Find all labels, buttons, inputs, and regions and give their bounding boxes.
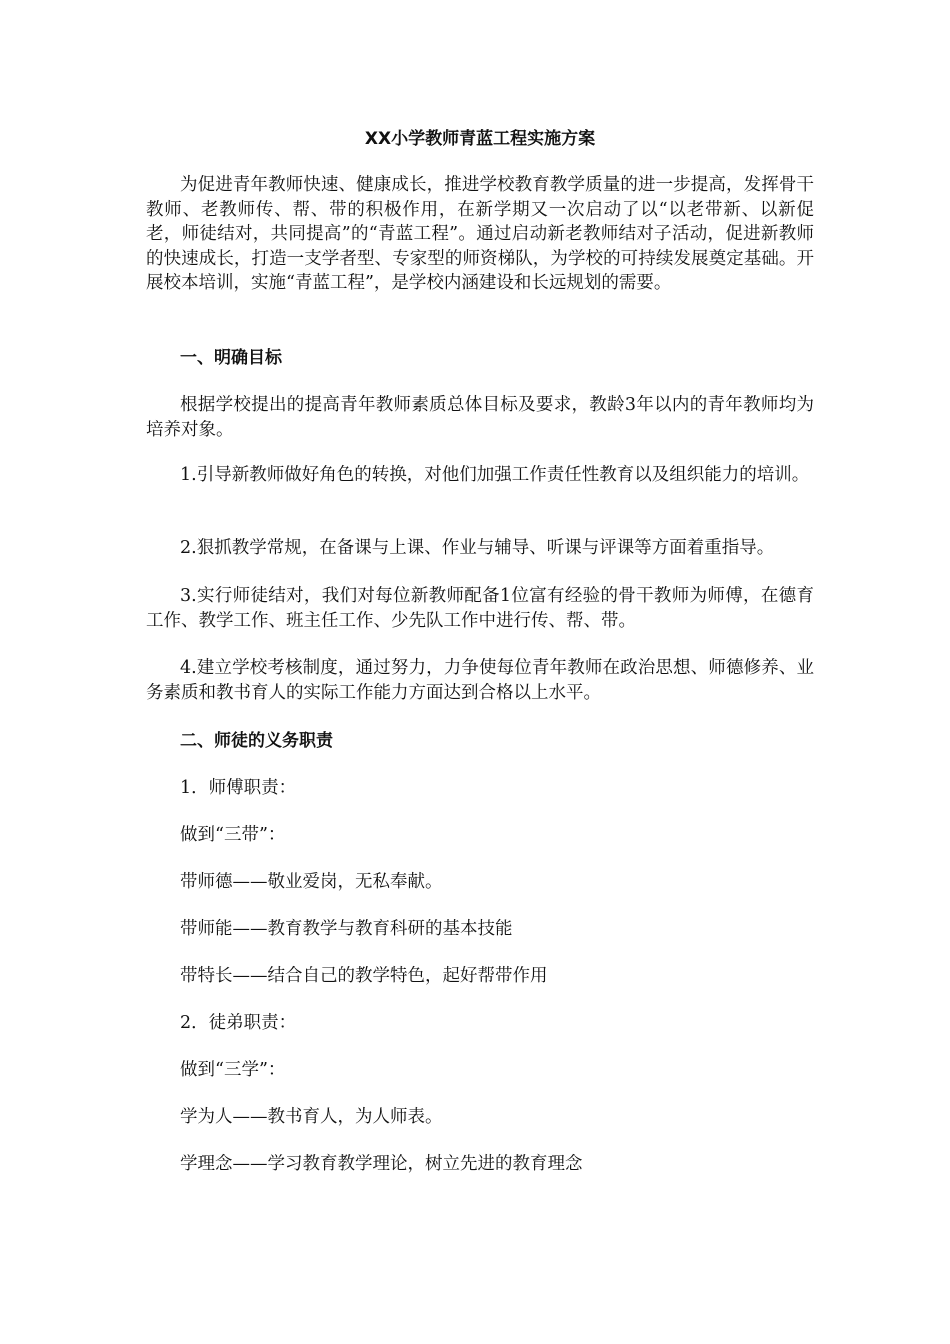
master-duties-title: 1．师傅职责： [180, 778, 297, 798]
master-duty-item-2: 带师能——教育教学与教育科研的基本技能 [180, 919, 513, 939]
goal-item-3: 3.实行师徒结对，我们对每位新教师配备1位富有经验的骨干教师为师傅，在德育工作、教学工作、班主任工作、少先队工作中进行传、帮、带。 [146, 586, 814, 631]
goal-item-4: 4.建立学校考核制度，通过努力，力争使每位青年教师在政治思想、师德修养、业务素质和教书育人的实际工作能力方面达到合格以上水平。 [146, 658, 814, 703]
master-duty-item-3: 带特长——结合自己的教学特色，起好帮带作用 [180, 966, 548, 986]
master-duties-subtitle: 做到“三带”： [180, 825, 286, 845]
section1-heading: 一、明确目标 [180, 348, 282, 368]
intro-paragraph: 为促进青年教师快速、健康成长，推进学校教育教学质量的进一步提高，发挥骨干教师、老教师传、帮、带的积极作用，在新学期又一次启动了以“以老带新、以新促老，师徒结对，共同提高”的“青蓝工程”。通过启动新老教师结对子活动，促进新教师的快速成长，打造一支学者型、专家型的师资梯队，为学校的可持续发展奠定基础。开展校本培训，实施“青蓝工程”，是学校内涵建设和长远规划的需要。 [146, 175, 814, 293]
goal-item-1: 1.引导新教师做好角色的转换，对他们加强工作责任性教育以及组织能力的培训。 [180, 465, 810, 485]
apprentice-duty-item-2: 学理念——学习教育教学理论，树立先进的教育理念 [180, 1154, 583, 1174]
section2-heading: 二、师徒的义务职责 [180, 731, 333, 751]
document-title: XX小学教师青蓝工程实施方案 [364, 129, 596, 149]
apprentice-duties-title: 2．徒弟职责： [180, 1013, 297, 1033]
section1-intro: 根据学校提出的提高青年教师素质总体目标及要求，教龄3年以内的青年教师均为培养对象。 [146, 395, 814, 440]
apprentice-duty-item-1: 学为人——教书育人，为人师表。 [180, 1107, 443, 1127]
apprentice-duties-subtitle: 做到“三学”： [180, 1060, 286, 1080]
master-duty-item-1: 带师德——敬业爱岗，无私奉献。 [180, 872, 443, 892]
goal-item-2: 2.狠抓教学常规，在备课与上课、作业与辅导、听课与评课等方面着重指导。 [180, 538, 775, 558]
